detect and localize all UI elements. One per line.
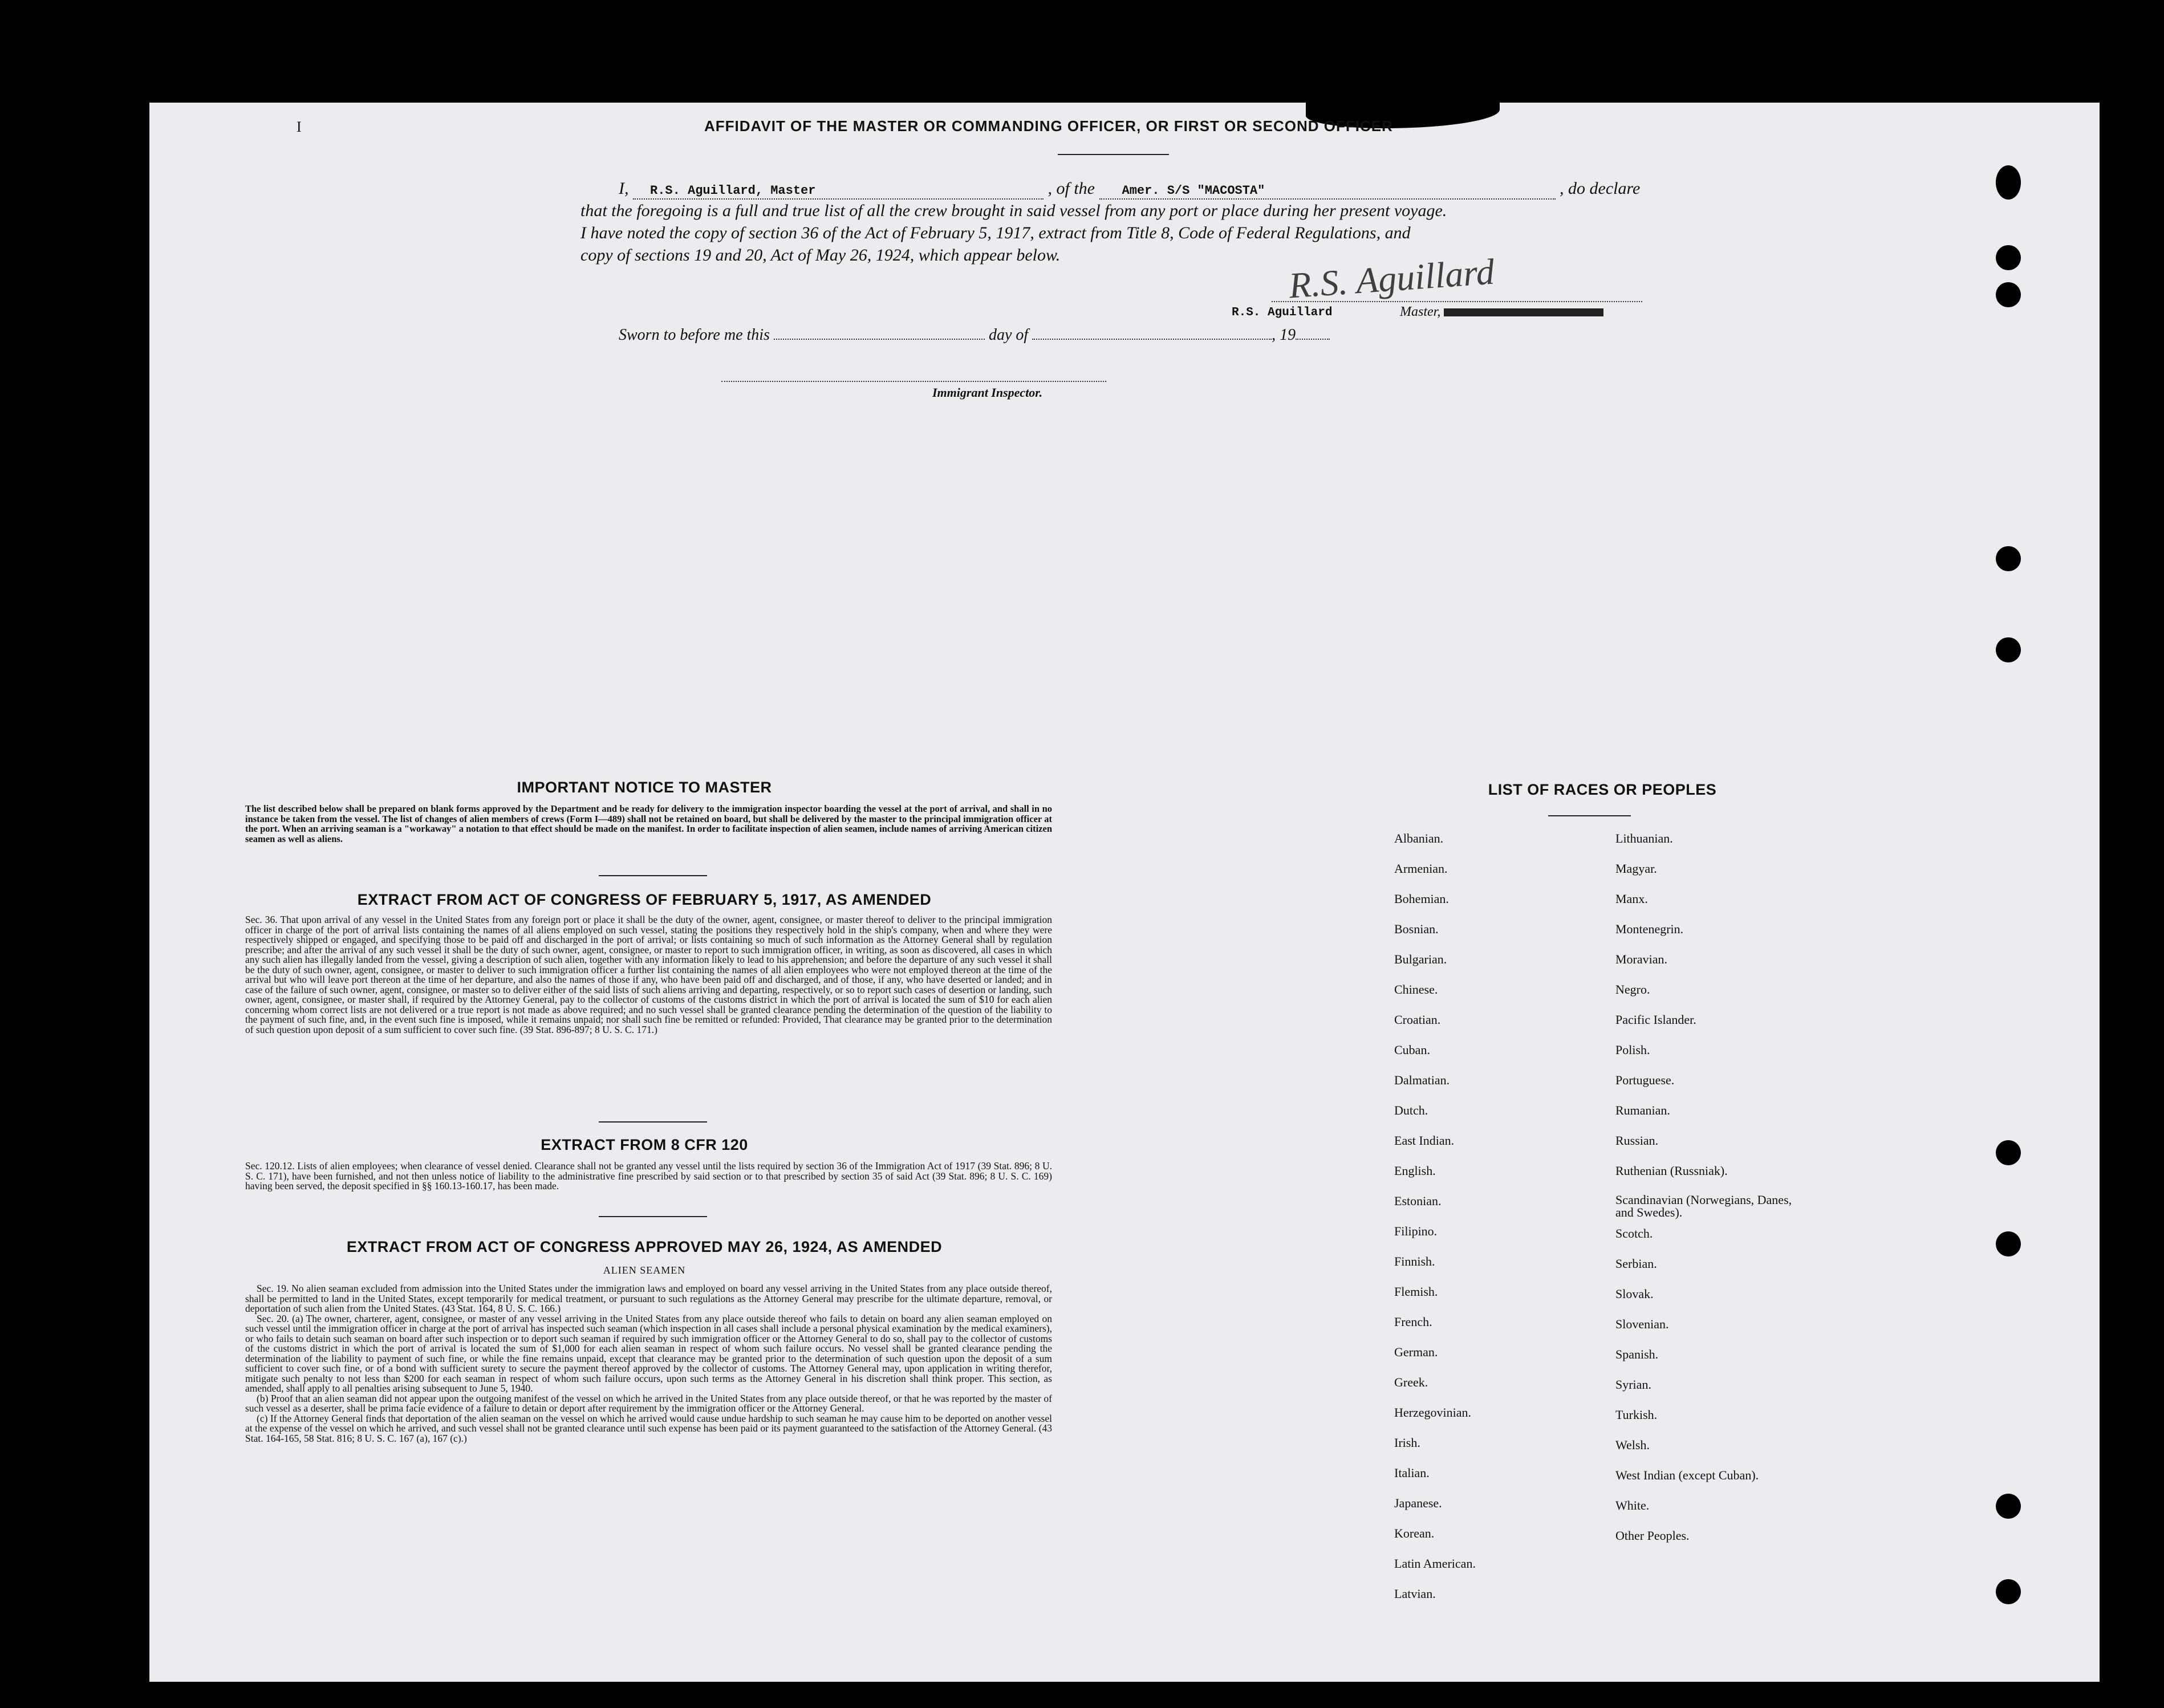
extract-cfr-rule bbox=[599, 1216, 707, 1217]
declarant-prefix: I, bbox=[619, 179, 629, 198]
race-item: Lithuanian. bbox=[1615, 831, 1673, 845]
race-item: Cuban. bbox=[1394, 1043, 1430, 1057]
extract-cfr-body: Sec. 120.12. Lists of alien employees; when clearance of vessel denied. Clearance shall not be granted any vessel until the lists required by section 36 of the Immigration Act of 1917 (39 Stat. 896; 8 U. S. C. 171), have been furnished, and not then unless notice of liability to the administrative fine prescribed by said section or to that prescribed by section 35 of said Act (39 Stat. 896; 8 U. S. C. 169) having been served, the deposit specified in §§ 160.13-160.17, has been made. bbox=[245, 1160, 1052, 1191]
race-item: Japanese. bbox=[1394, 1496, 1442, 1510]
binder-hole bbox=[1996, 1140, 2021, 1165]
extract-cfr-title: EXTRACT FROM 8 CFR 120 bbox=[541, 1136, 748, 1153]
race-item: Pacific Islander. bbox=[1615, 1012, 1696, 1027]
signature-line bbox=[1272, 301, 1642, 302]
year-prefix: , 19 bbox=[1272, 326, 1296, 344]
race-item: Dalmatian. bbox=[1394, 1073, 1450, 1087]
extract-1917-rule bbox=[599, 1121, 707, 1123]
master-signature: R.S. Aguillard bbox=[1287, 251, 1496, 306]
declaration-line-1 bbox=[619, 179, 1640, 200]
race-item: East Indian. bbox=[1394, 1133, 1455, 1148]
notice-rule bbox=[599, 875, 707, 876]
race-item: Ruthenian (Russniak). bbox=[1615, 1164, 1728, 1178]
race-item: Moravian. bbox=[1615, 952, 1668, 966]
race-item: Serbian. bbox=[1615, 1256, 1657, 1271]
race-item: Bohemian. bbox=[1394, 892, 1449, 906]
race-item: Filipino. bbox=[1394, 1224, 1438, 1238]
race-item: Bosnian. bbox=[1394, 922, 1439, 936]
signer-title-text: Master, bbox=[1400, 304, 1441, 319]
sworn-line bbox=[619, 326, 1330, 344]
race-item: Estonian. bbox=[1394, 1194, 1442, 1208]
race-item: Albanian. bbox=[1394, 831, 1444, 845]
race-item: White. bbox=[1615, 1498, 1650, 1512]
race-item: Korean. bbox=[1394, 1526, 1435, 1540]
sec-20a-paragraph: Sec. 20. (a) The owner, charterer, agent, consignee, or master of any vessel arriving in the United States from any place outside thereof who fails to detain on board any alien seaman employed on such vessel until the immigration officer in charge at the port of arrival has inspected such seaman (which inspection in all cases shall include a personal physical examination by the medical examiners), or who fails to detain such seaman on board after such inspection or to deport such seaman if required by such immigration officer or the Attorney General to do so, shall pay to the collector of customs of the customs district in which the port of arrival is located the sum of $1,000 for each alien seaman in respect of whom such failure occurs. No vessel shall be granted clearance pending the determination of the liability to payment of such fine, or while the fine remains unpaid, except that clearance may be granted prior to the determination of such question upon the deposit of a sum sufficient to cover such fine, or of a bond with sufficient surety to secure the payment thereof approved by the collector of customs. The Attorney General may, upon application in writing therefor, mitigate such penalty to not less than $200 for each seaman in respect of whom such failure occurs, upon such terms as the Attorney General in his discretion shall think proper. This section, as amended, shall apply to all penalties arising subsequent to June 5, 1940. bbox=[245, 1312, 1052, 1394]
race-item: Scandinavian (Norwegians, Danes, and Swedes). bbox=[1615, 1193, 1792, 1219]
declaration-line-3: I have noted the copy of section 36 of the Act of February 5, 1917, extract from Title 8, Code of Federal Regulations, and bbox=[580, 223, 1411, 242]
race-item: Dutch. bbox=[1394, 1103, 1428, 1117]
signer-typed-name: R.S. Aguillard bbox=[1232, 306, 1333, 319]
race-item: Herzegovinian. bbox=[1394, 1405, 1471, 1420]
declaration-line-4: copy of sections 19 and 20, Act of May 26, 1924, which appear below. bbox=[580, 246, 1061, 265]
sec-20c-paragraph: (c) If the Attorney General finds that deportation of the alien seaman on the vessel on which he arrived would cause undue hardship to such seaman he may cause him to be deported on another vessel at the expense of the vessel on which he arrived, and such vessel shall not be granted clearance until such expense has been paid or its payment guaranteed to the satisfaction of the Attorney General. (43 Stat. 164-165, 58 Stat. 816; 8 U. S. C. 167 (a), 167 (c).) bbox=[245, 1412, 1052, 1444]
notice-title: IMPORTANT NOTICE TO MASTER bbox=[517, 779, 772, 796]
race-item: Latvian. bbox=[1394, 1587, 1436, 1601]
race-item: Other Peoples. bbox=[1615, 1528, 1690, 1543]
sworn-prefix: Sworn to before me this bbox=[619, 326, 770, 344]
binder-hole bbox=[1996, 1579, 2021, 1604]
race-item: West Indian (except Cuban). bbox=[1615, 1468, 1759, 1482]
page-mark: I bbox=[297, 119, 302, 135]
sworn-year-field[interactable] bbox=[1296, 339, 1330, 340]
sworn-month-field[interactable] bbox=[1032, 339, 1272, 340]
race-item: Montenegrin. bbox=[1615, 922, 1684, 936]
binder-hole bbox=[1996, 637, 2021, 662]
race-item: Spanish. bbox=[1615, 1347, 1659, 1361]
race-item: Slovak. bbox=[1615, 1287, 1654, 1301]
race-item: Scotch. bbox=[1615, 1226, 1653, 1241]
affidavit-title: AFFIDAVIT OF THE MASTER OR COMMANDING OFFICER, OR FIRST OR SECOND OFFICER bbox=[704, 117, 1393, 135]
race-item: Portuguese. bbox=[1615, 1073, 1675, 1087]
sec-20b-paragraph: (b) Proof that an alien seaman did not appear upon the outgoing manifest of the vessel on which he arrived in the United States from any place outside thereof, or that he was reported by the master of such vessel as a deserter, shall be prima facie evidence of a failure to detain or deport after requirement by the immigration officer or the Attorney General. bbox=[245, 1392, 1052, 1414]
vessel-name: Amer. S/S "MACOSTA" bbox=[1122, 184, 1265, 198]
race-item: Rumanian. bbox=[1615, 1103, 1670, 1117]
race-item: Croatian. bbox=[1394, 1012, 1441, 1027]
race-item: Greek. bbox=[1394, 1375, 1428, 1389]
race-item: Italian. bbox=[1394, 1466, 1430, 1480]
binder-hole bbox=[1996, 245, 2021, 270]
binder-hole bbox=[1996, 1231, 2021, 1256]
sworn-day-field[interactable] bbox=[774, 339, 985, 340]
races-title: LIST OF RACES OR PEOPLES bbox=[1488, 781, 1717, 798]
binder-hole bbox=[1996, 165, 2021, 200]
race-item: Welsh. bbox=[1615, 1438, 1650, 1452]
race-item: Polish. bbox=[1615, 1043, 1650, 1057]
race-item: Finnish. bbox=[1394, 1254, 1435, 1268]
title-rule bbox=[1058, 154, 1169, 155]
sec-19-paragraph: Sec. 19. No alien seaman excluded from admission into the United States under the immigration laws and employed on board any vessel arriving in the United States from any place outside thereof, shall be permitted to land in the United States, except temporarily for medical treatment, or pursuant to such regulations as the Attorney General may prescribe for the ultimate departure, removal, or deportation of such alien from the United States. (43 Stat. 164, 8 U. S. C. 166.) bbox=[245, 1283, 1052, 1314]
race-item: Armenian. bbox=[1394, 861, 1448, 876]
race-item: Flemish. bbox=[1394, 1284, 1438, 1299]
notice-body: The list described below shall be prepared on blank forms approved by the Department and be ready for delivery to the immigration inspector boarding the vessel at the port of arrival, and shall in no instance be taken from the vessel. The list of changes of alien members of crews (Form I—489) shall not be retained on board, but shall be delivered by the master to the principal immigration officer at the port. When an arriving seaman is a "workaway" a notation to that effect should be made on the manifest. In order to facilitate inspection of alien seamen, include names of arriving American citizen seamen as well as aliens. bbox=[245, 803, 1052, 844]
do-declare-label: , do declare bbox=[1560, 179, 1641, 198]
alien-seamen-subtitle: ALIEN SEAMEN bbox=[603, 1264, 686, 1276]
inspector-label: Immigrant Inspector. bbox=[932, 385, 1043, 400]
signer-title bbox=[1400, 304, 1603, 320]
race-item: Syrian. bbox=[1615, 1377, 1651, 1392]
of-the-label: , of the bbox=[1048, 179, 1095, 198]
races-list bbox=[1394, 831, 1793, 1607]
extract-1917-title: EXTRACT FROM ACT OF CONGRESS OF FEBRUARY 5, 1917, AS AMENDED bbox=[357, 891, 932, 908]
extract-1924-title: EXTRACT FROM ACT OF CONGRESS APPROVED MAY 26, 1924, AS AMENDED bbox=[346, 1238, 943, 1255]
race-item: Slovenian. bbox=[1615, 1317, 1669, 1331]
inspector-signature-line bbox=[721, 381, 1106, 382]
race-item: Turkish. bbox=[1615, 1408, 1658, 1422]
race-item: Magyar. bbox=[1615, 861, 1657, 876]
race-item: Negro. bbox=[1615, 982, 1650, 997]
race-item: Chinese. bbox=[1394, 982, 1438, 997]
race-item: English. bbox=[1394, 1164, 1436, 1178]
race-item: Bulgarian. bbox=[1394, 952, 1447, 966]
race-item: French. bbox=[1394, 1315, 1432, 1329]
extract-1924-body bbox=[245, 1284, 1052, 1443]
binder-hole bbox=[1996, 1494, 2021, 1519]
race-item: Irish. bbox=[1394, 1435, 1420, 1450]
races-rule bbox=[1548, 815, 1631, 816]
race-item: Russian. bbox=[1615, 1133, 1659, 1148]
race-item: Latin American. bbox=[1394, 1556, 1476, 1571]
race-item: Manx. bbox=[1615, 892, 1648, 906]
extract-1917-body: Sec. 36. That upon arrival of any vessel in the United States from any foreign port or place it shall be the duty of the owner, agent, consignee, or master thereof to deliver to the principal immigration officer in charge of the port of arrival lists containing the names of all aliens employed on such vessel, stating the positions they respectively hold in the ship's company, when and where they were respectively shipped or engaged, and specifying those to be paid off and discharged in the port of arrival; or lists containing so much of such information as the Attorney General shall by regulation prescribe; and after the arrival of any such vessel it shall be the duty of such owner, agent, consignee, or master to report to such immigration officer, in writing, as soon as discovered, all cases in which any such alien has illegally landed from the vessel, giving a description of such alien, together with any information likely to lead to his apprehension; and before the departure of any such vessel it shall be the duty of such owner, agent, consignee, or master to deliver to such immigration officer a further list containing the names of all alien employees who were not employed thereon at the time of the arrival but who will leave port thereon at the time of her departure, and also the names of those if any, who have been paid off and discharged, and of those, if any, who have deserted or landed; and in case of the failure of such owner, agent, consignee, or master so to deliver either of the said lists of such aliens arriving and departing, respectively, or so to report such cases of desertion or landing, such owner, agent, consignee, or master shall, if required by the Attorney General, pay to the collector of customs of the customs district in which the port of arrival is located the sum of $10 for each alien concerning whom correct lists are not delivered or a true report is not made as above required; and no such vessel shall be granted clearance pending the determination of the question of the liability to the payment of such fine, and, in the event such fine is imposed, while it remains unpaid; nor shall such fine be remitted or refunded: Provided, That clearance may be granted prior to the determination of such question upon deposit of a sum sufficient to cover such fine. (39 Stat. 896-897; 8 U. S. C. 171.) bbox=[245, 914, 1052, 1035]
redacted-title bbox=[1444, 308, 1603, 316]
binder-hole bbox=[1996, 546, 2021, 571]
declarant-name: R.S. Aguillard, Master bbox=[650, 184, 816, 198]
race-item: German. bbox=[1394, 1345, 1438, 1359]
day-of-label: day of bbox=[988, 326, 1029, 344]
binder-hole bbox=[1996, 282, 2021, 307]
declaration-line-2: that the foregoing is a full and true list of all the crew brought in said vessel from any port or place during her present voyage. bbox=[580, 201, 1447, 220]
